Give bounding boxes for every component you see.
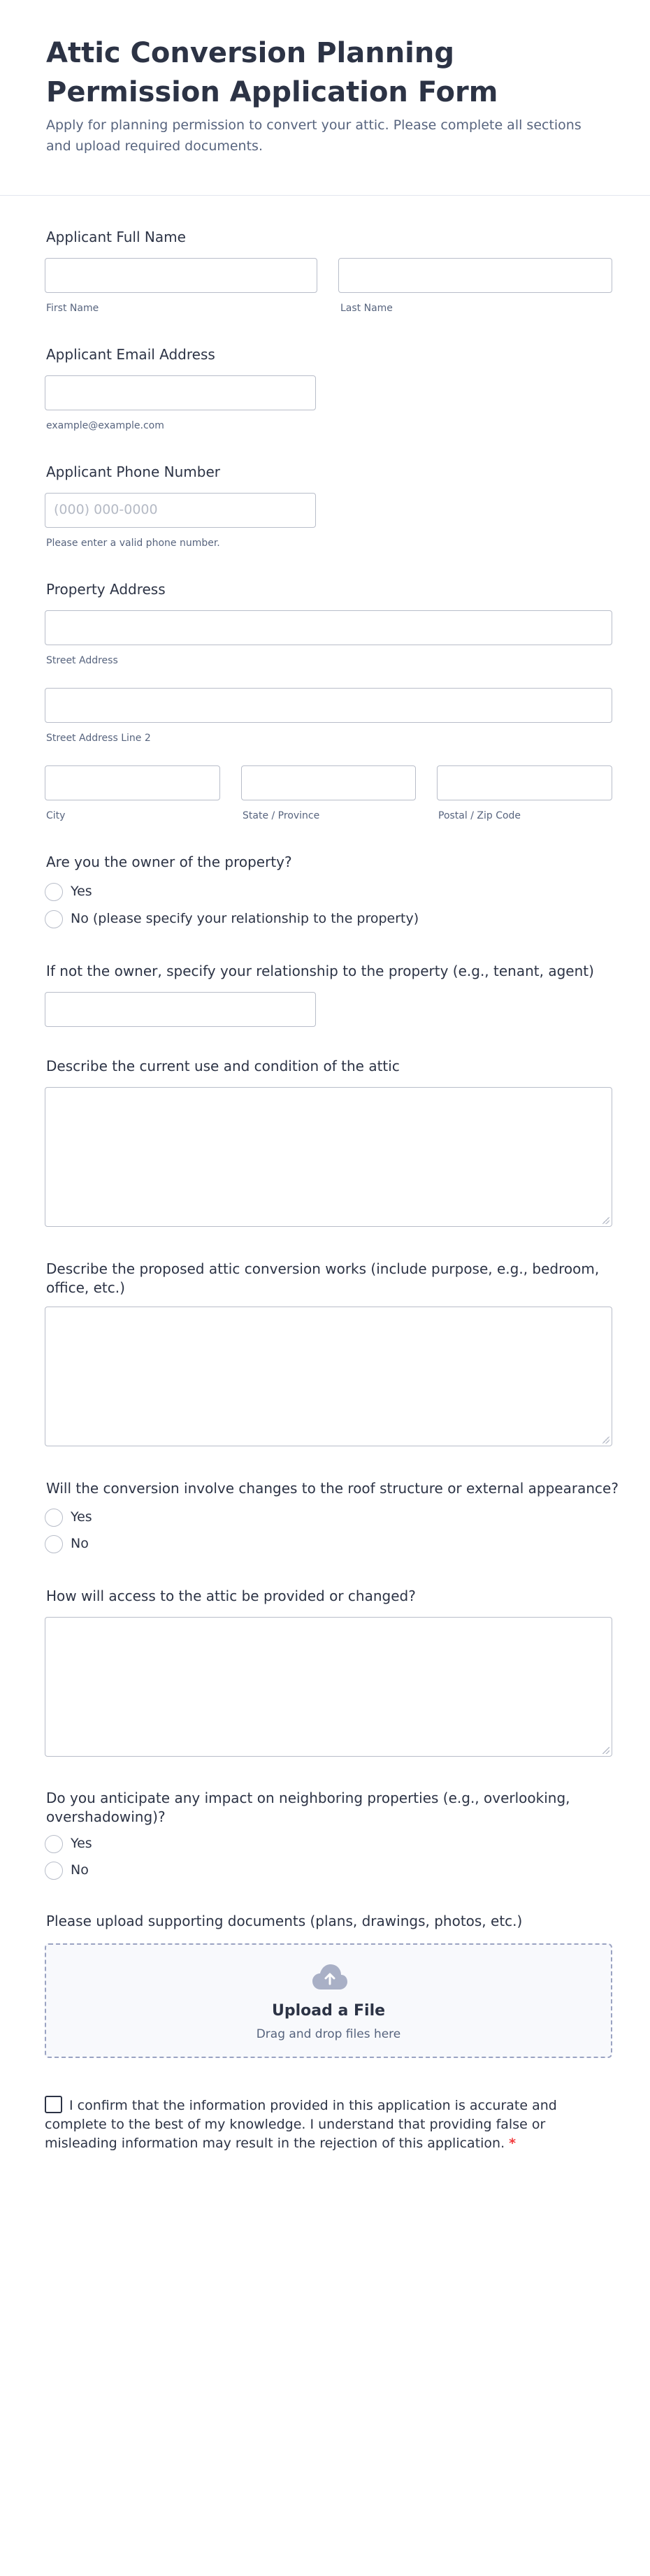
resize-handle-icon[interactable]: [602, 1217, 609, 1224]
roof-question-label: Will the conversion involve changes to the roof structure or external appearance?: [46, 1480, 619, 1497]
owner-yes-label: Yes: [71, 884, 92, 899]
roof-no-label: No: [71, 1536, 89, 1551]
phone-placeholder: (000) 000-0000: [54, 502, 158, 517]
access-label: How will access to the attic be provided or changed?: [46, 1588, 416, 1604]
relationship-label: If not the owner, specify your relationship to the property (e.g., tenant, agent): [46, 963, 594, 979]
first-name-sublabel: First Name: [46, 303, 99, 314]
impact-question-label-line2: overshadowing)?: [46, 1808, 166, 1825]
roof-yes-radio[interactable]: [45, 1509, 63, 1527]
impact-question-label-line1: Do you anticipate any impact on neighboring properties (e.g., overlooking,: [46, 1790, 570, 1806]
zip-sublabel: Postal / Zip Code: [438, 810, 521, 821]
upload-title: Upload a File: [271, 2002, 386, 2020]
city-input[interactable]: [45, 765, 220, 800]
state-input[interactable]: [241, 765, 416, 800]
street-address-line2-sublabel: Street Address Line 2: [46, 733, 151, 744]
phone-input[interactable]: [45, 493, 316, 528]
email-label: Applicant Email Address: [46, 346, 215, 363]
file-upload-dropzone[interactable]: [45, 1943, 612, 2058]
street-address-line2-input[interactable]: [45, 688, 612, 723]
cloud-upload-icon: [312, 1963, 348, 1991]
form-subtitle: Apply for planning permission to convert your attic. Please complete all sections and upload required documents.: [46, 117, 582, 154]
phone-sublabel: Please enter a valid phone number.: [46, 538, 220, 549]
email-sublabel: example@example.com: [46, 420, 164, 431]
upload-label: Please upload supporting documents (plans, drawings, photos, etc.): [46, 1913, 523, 1929]
consent-checkbox[interactable]: [45, 2096, 62, 2113]
impact-no-radio[interactable]: [45, 1862, 63, 1880]
proposed-works-label-line1: Describe the proposed attic conversion works (include purpose, e.g., bedroom,: [46, 1260, 600, 1277]
impact-yes-radio[interactable]: [45, 1835, 63, 1853]
address-label: Property Address: [46, 581, 166, 598]
impact-question-label: [46, 1789, 570, 1827]
proposed-works-label-line2: office, etc.): [46, 1279, 125, 1296]
owner-no-label: No (please specify your relationship to the property): [71, 911, 419, 926]
street-address-sublabel: Street Address: [46, 655, 118, 666]
state-sublabel: State / Province: [243, 810, 320, 821]
street-address-input[interactable]: [45, 610, 612, 645]
full-name-label: Applicant Full Name: [46, 229, 186, 245]
access-textarea[interactable]: [45, 1617, 612, 1757]
current-use-label: Describe the current use and condition of the attic: [46, 1058, 400, 1074]
roof-yes-label: Yes: [71, 1509, 92, 1525]
email-input[interactable]: [45, 375, 316, 410]
form-title: Attic Conversion Planning Permission Application Form: [46, 37, 498, 108]
city-sublabel: City: [46, 810, 66, 821]
resize-handle-icon[interactable]: [602, 1747, 609, 1754]
owner-no-radio[interactable]: [45, 910, 63, 928]
first-name-input[interactable]: [45, 258, 317, 293]
impact-no-label: No: [71, 1862, 89, 1878]
upload-subtitle: Drag and drop files here: [256, 2027, 401, 2041]
last-name-sublabel: Last Name: [340, 303, 393, 314]
current-use-textarea[interactable]: [45, 1087, 612, 1227]
owner-question-label: Are you the owner of the property?: [46, 854, 292, 870]
last-name-input[interactable]: [338, 258, 612, 293]
impact-yes-label: Yes: [71, 1836, 92, 1851]
consent-statement: [45, 2096, 612, 2153]
form-header: [0, 0, 650, 196]
resize-handle-icon[interactable]: [602, 1437, 609, 1444]
zip-input[interactable]: [437, 765, 612, 800]
owner-yes-radio[interactable]: [45, 883, 63, 901]
proposed-works-textarea[interactable]: [45, 1307, 612, 1446]
relationship-input[interactable]: [45, 992, 316, 1027]
required-asterisk: *: [509, 2136, 517, 2151]
consent-text: I confirm that the information provided in this application is accurate and complete to the best of my knowledge. I understand that providing false or misleading information may result in the rejection of this application.: [45, 2098, 557, 2151]
roof-no-radio[interactable]: [45, 1535, 63, 1553]
phone-label: Applicant Phone Number: [46, 463, 220, 480]
proposed-works-label: [46, 1260, 599, 1297]
